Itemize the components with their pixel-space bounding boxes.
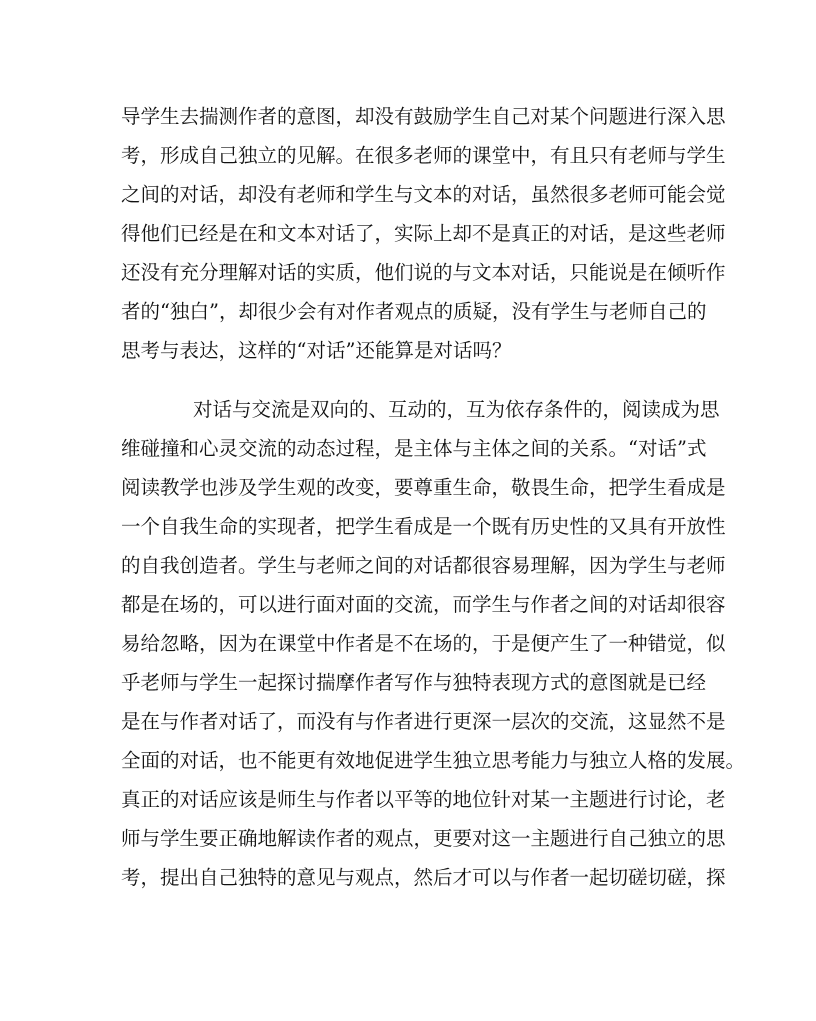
text-line: 对话与交流是双向的、互动的，互为依存条件的，阅读成为思 xyxy=(193,398,720,421)
text-line: 还没有充分理解对话的实质，他们说的与文本对话，只能说是在倾听作 xyxy=(121,261,726,284)
text-line: 考，提出自己独特的意见与观点，然后才可以与作者一起切磋切磋，探 xyxy=(121,866,726,889)
text-line: 师与学生要正确地解读作者的观点，更要对这一主题进行自己独立的思 xyxy=(121,827,726,850)
text-line: 阅读教学也涉及学生观的改变，要尊重生命，敬畏生命，把学生看成是 xyxy=(121,476,726,499)
text-line: 导学生去揣测作者的意图，却没有鼓励学生自己对某个问题进行深入思 xyxy=(121,105,726,128)
text-line: 是在与作者对话了，而没有与作者进行更深一层次的交流，这显然不是 xyxy=(121,710,726,733)
text-line: 真正的对话应该是师生与作者以平等的地位针对某一主题进行讨论，老 xyxy=(121,788,726,811)
text-line: 之间的对话，却没有老师和学生与文本的对话，虽然很多老师可能会觉 xyxy=(121,183,726,206)
text-line: 乎老师与学生一起探讨揣摩作者写作与独特表现方式的意图就是已经 xyxy=(121,671,707,694)
text-line: 维碰撞和心灵交流的动态过程，是主体与主体之间的关系。“对话”式 xyxy=(121,437,707,460)
text-line: 考，形成自己独立的见解。在很多老师的课堂中，有且只有老师与学生 xyxy=(121,144,726,167)
text-line: 都是在场的，可以进行面对面的交流，而学生与作者之间的对话却很容 xyxy=(121,593,726,616)
text-line: 得他们已经是在和文本对话了，实际上却不是真正的对话，是这些老师 xyxy=(121,222,726,245)
text-line: 的自我创造者。学生与老师之间的对话都很容易理解，因为学生与老师 xyxy=(121,554,726,577)
text-line: 易给忽略，因为在课堂中作者是不在场的，于是便产生了一种错觉，似 xyxy=(121,632,726,655)
text-line: 全面的对话，也不能更有效地促进学生独立思考能力与独立人格的发展。 xyxy=(121,749,746,772)
text-line: 思考与表达，这样的“对话”还能算是对话吗？ xyxy=(121,339,512,362)
text-line: 一个自我生命的实现者，把学生看成是一个既有历史性的又具有开放性 xyxy=(121,515,726,538)
text-line: 者的“独白”，却很少会有对作者观点的质疑，没有学生与老师自己的 xyxy=(121,300,707,323)
